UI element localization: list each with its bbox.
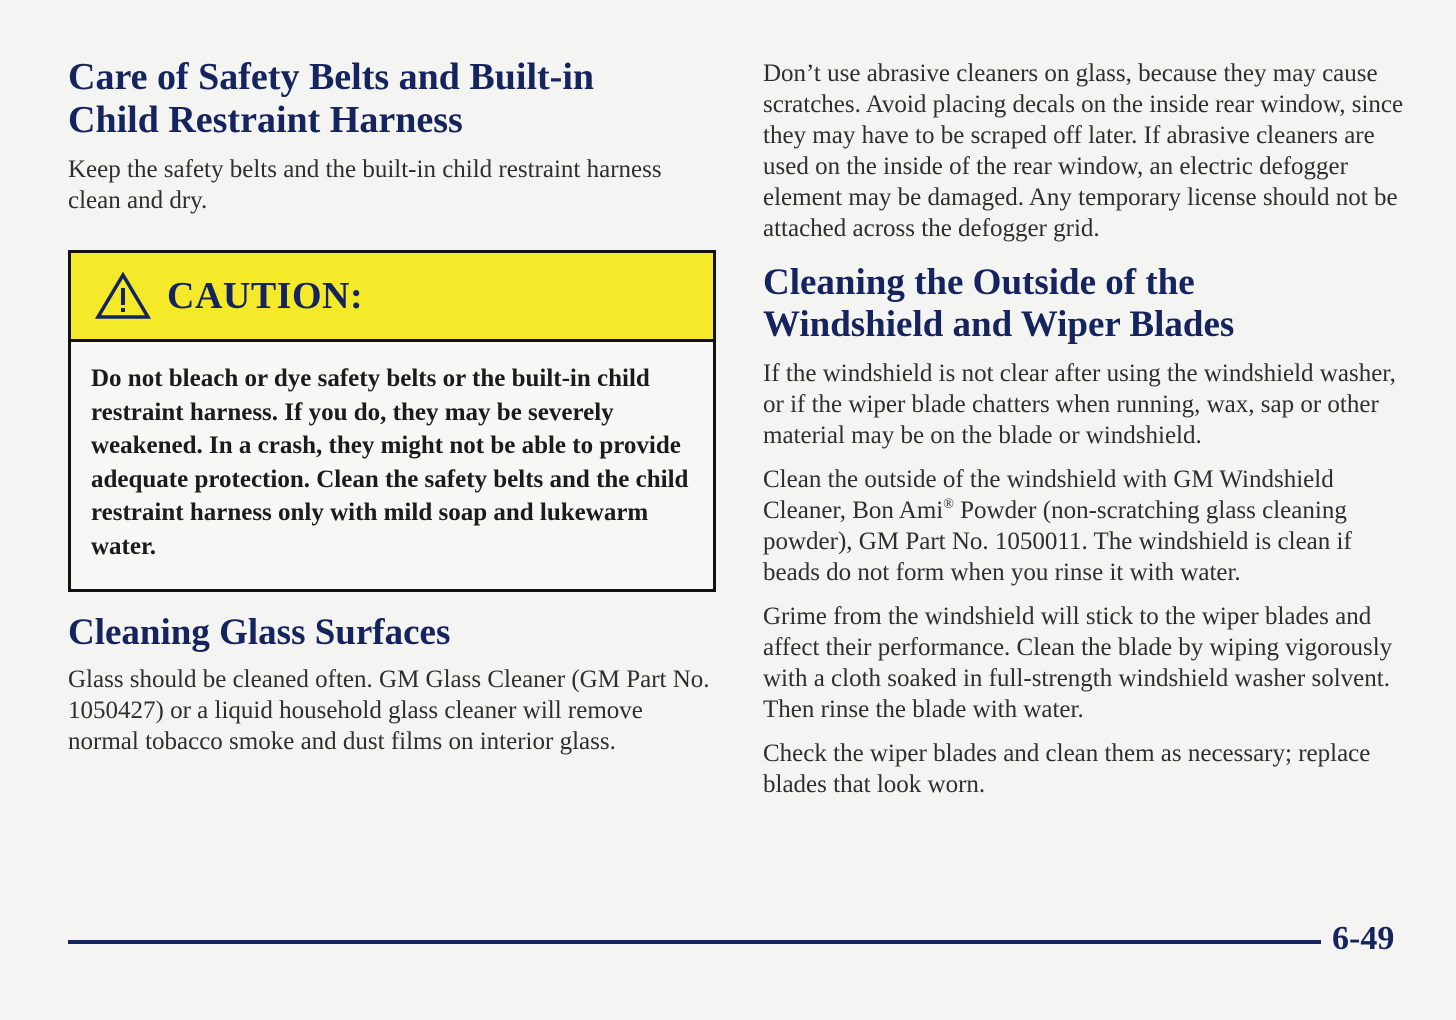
page-number: 6-49 — [1332, 920, 1395, 957]
check-blades-text: Check the wiper blades and clean them as necessary; replace blades that look worn. — [763, 740, 1371, 798]
left-column — [68, 56, 716, 757]
safety-belts-heading-line1: Care of Safety Belts and Built-in — [68, 56, 595, 98]
warning-triangle-icon — [95, 272, 151, 320]
abrasive-cleaners-text: Don’t use abrasive cleaners on glass, because they may cause scratches. Avoid placing decals on the inside rear window, since they may have to be scraped off later. If abrasive cleaners are used on the inside of the rear window, an electric defogger element may be damaged. Any temporary license should not be attached across the defogger grid. — [763, 60, 1404, 242]
right-column — [763, 58, 1408, 800]
windshield-not-clear-text: If the windshield is not clear after using the windshield washer, or if the wiper blade chatters when running, wax, sap or other material may be on the blade or windshield. — [763, 360, 1396, 449]
caution-text: Do not bleach or dye safety belts or the built-in child restraint harness. If you do, they may be severely weakened. In a crash, they might not be able to provide adequate protection. Clean the safety belts and the child restraint harness only with mild soap and lukewarm water. — [91, 365, 689, 560]
safety-belts-intro: Keep the safety belts and the built-in child restraint harness clean and dry. — [68, 156, 662, 214]
windshield-heading — [763, 262, 1408, 346]
glass-surfaces-heading: Cleaning Glass Surfaces — [68, 612, 451, 653]
windshield-clean-text-a: Clean the outside of the windshield with GM Windshield Cleaner, Bon Ami — [763, 466, 1334, 524]
caution-box — [68, 250, 716, 592]
grime-text: Grime from the windshield will stick to the wiper blades and affect their performance. Clean the blade by wiping vigorously with a cloth soaked in full-strength windshield washer solvent. Then rinse the blade with water. — [763, 603, 1393, 723]
windshield-clean-text-b: Powder (non-scratching glass cleaning powder), GM Part No. 1050011. The windshield is clean if beads do not form when you rinse it with water. — [763, 497, 1352, 586]
safety-belts-heading-line2: Child Restraint Harness — [68, 99, 463, 141]
windshield-heading-line1: Cleaning the Outside of the — [763, 262, 1195, 303]
caution-header — [71, 253, 713, 342]
caution-title: CAUTION: — [167, 275, 364, 317]
windshield-heading-line2: Windshield and Wiper Blades — [763, 304, 1235, 345]
safety-belts-heading — [68, 56, 716, 142]
glass-surfaces-text: Glass should be cleaned often. GM Glass Cleaner (GM Part No. 1050427) or a liquid household glass cleaner will remove normal tobacco smoke and dust films on interior glass. — [68, 666, 710, 755]
registered-mark: ® — [943, 497, 954, 512]
windshield-clean-text — [763, 464, 1408, 588]
footer-rule — [68, 940, 1321, 944]
